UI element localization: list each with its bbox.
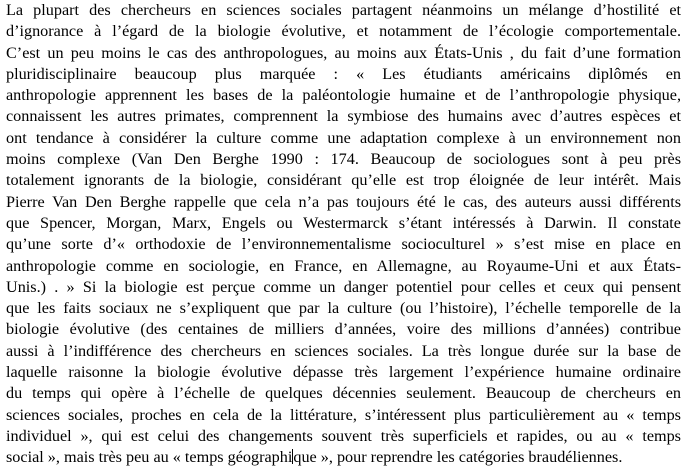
text-line-2: d’ignorance à l’égard de la biologie évolutive, et notamment de l’écologie comportementale. bbox=[6, 22, 681, 41]
text-line-6: connaissent les autres primates, comprennent la symbiose des humains avec d’autres espèces et bbox=[6, 107, 681, 126]
text-line-22-before-caret: social », mais très peu au « temps géographi bbox=[6, 448, 293, 467]
document-body[interactable] bbox=[6, 0, 681, 469]
text-line-17: aussi à l’indifférence des chercheurs en sciences sociales. La très longue durée sur la base de bbox=[6, 341, 681, 360]
text-line-14: Unis.) . » Si la biologie est perçue comme un danger potentiel pour celles et ceux qui pensent bbox=[6, 277, 681, 296]
text-line-11: que Spencer, Morgan, Marx, Engels ou Westermarck s’étant intéressés à Darwin. Il constate bbox=[6, 213, 681, 232]
text-line-7: ont tendance à considérer la culture comme une adaptation complexe à un environnement non bbox=[6, 128, 681, 147]
text-line-22-after-caret: que », pour reprendre les catégories braudéliennes. bbox=[293, 448, 623, 467]
text-line-4: pluridisciplinaire beaucoup plus marquée : « Les étudiants américains diplômés en bbox=[6, 64, 681, 83]
text-line-12: qu’une sorte d’« orthodoxie de l’environnementalisme socioculturel » s’est mise en place en bbox=[6, 235, 681, 254]
text-line-10: Pierre Van Den Berghe rappelle que cela n’a pas toujours été le cas, des auteurs aussi différents bbox=[6, 192, 681, 211]
text-line-1: La plupart des chercheurs en sciences sociales partagent néanmoins un mélange d’hostilité et bbox=[6, 1, 681, 19]
text-line-16: biologie évolutive (des centaines de milliers d’années, voire des millions d’années) contribue bbox=[6, 320, 681, 339]
text-line-22 bbox=[6, 447, 681, 468]
text-line-9: totalement ignorants de la biologie, considérant qu’elle est trop éloignée de leur intérêt. Mais bbox=[6, 171, 681, 190]
text-line-13: anthropologie comme en sociologie, en France, en Allemagne, au Royaume-Uni et aux États- bbox=[6, 256, 681, 275]
text-line-19: du temps qui opère à l’échelle de quelques décennies seulement. Beaucoup de chercheurs en bbox=[6, 384, 681, 403]
text-line-3: C’est un peu moins le cas des anthropologues, au moins aux États-Unis , du fait d’une formation bbox=[6, 43, 681, 62]
text-line-8: moins complexe (Van Den Berghe 1990 : 174. Beaucoup de sociologues sont à peu près bbox=[6, 150, 681, 169]
text-line-21: individuel », qui est celui des changements souvent très superficiels et rapides, ou au « temps bbox=[6, 426, 681, 445]
text-line-15: que les faits sociaux ne s’expliquent que par la culture (ou l’histoire), l’échelle temporelle de la bbox=[6, 299, 681, 318]
text-line-20: sciences sociales, proches en cela de la littérature, s’intéressent plus particulièrement au « temps bbox=[6, 405, 681, 424]
text-line-5: anthropologie apprennent les bases de la paléontologie humaine et de l’anthropologie physique, bbox=[6, 86, 681, 105]
text-line-18: laquelle raisonne la biologie évolutive dépasse très largement l’expérience humaine ordinaire bbox=[6, 363, 681, 382]
